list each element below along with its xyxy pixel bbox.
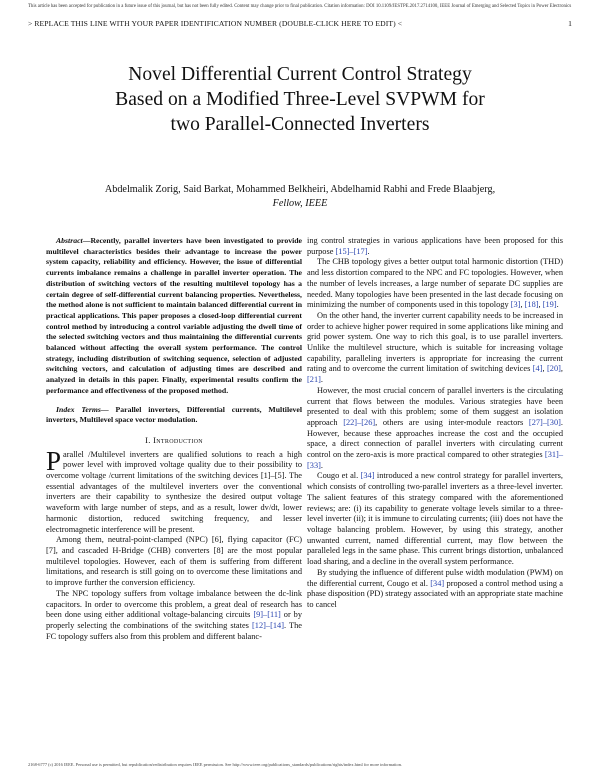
citation-link[interactable]: [19] (542, 300, 557, 310)
citation-link[interactable]: [4] (532, 364, 543, 374)
body-paragraph (307, 236, 563, 257)
abstract (46, 236, 302, 397)
paragraph-text: . The FC topology suffers also from this problem and different balanc- (46, 620, 302, 641)
abstract-text: —Recently, parallel inverters have been investigated to provide multilevel characteristics besides their advantage to increase the power system capacity, reliability and efficiency. However, the issue of differential currents imbalance remains a challenge in parallel inverter operation. The distribution of switching vectors of the resulting multilevel topology has a certain degree of self-differential current balancing properties. Nevertheless, the method alone is not sufficient to maintain balanced differential current in practical applications. This paper proposes a closed-loop differential current control method by introducing a control variable adjusting the dwell time of the selected switching vectors and thus maintaining the differential currents balanced without affecting the overall system performance. The control strategy, including distribution of switching sequence, selection of adjusted switching vectors, and calculation of adjusting times are described and analyzed in details in this paper. Finally, experimental results confirm the performance and effectiveness of the proposed method. (46, 236, 302, 395)
separator: , (538, 300, 543, 310)
title-line: Based on a Modified Three-Level SVPWM for (115, 89, 485, 110)
body-paragraph (307, 257, 563, 311)
separator: , (520, 300, 525, 310)
paragraph-text: , others are using inter-module reactors (375, 417, 529, 427)
title-line: two Parallel-Connected Inverters (170, 114, 430, 135)
paragraph-text: ing control strategies in various applications have been proposed for this purpose (307, 236, 563, 256)
page-number: 1 (568, 19, 572, 28)
index-terms-text: — Parallel inverters, Differential currents, Multilevel inverters, Multilevel space vector modulation. (46, 404, 302, 425)
separator: , (560, 364, 564, 374)
citation-link[interactable]: [21] (307, 375, 321, 385)
paragraph-text: The CHB topology gives a better output total harmonic distortion (THD) and less distortion compared to the NPC and FC topologies. However, when the number of levels increases, a large number of separate DC supplies are needed. Many topologies have been presented in the last decade focusing on minimizing the number of components used in this topology (307, 257, 563, 310)
section-number: I. (145, 434, 151, 445)
copyright-footer: 2168-6777 (c) 2016 IEEE. Personal use is permitted, but republication/redistribution requires IEEE permission. See http://www.ieee.org/publications_standards/publications/rights/index.html for more information. (28, 762, 402, 767)
paragraph-text: arallel /Multilevel inverters are qualified solutions to reach a high power level with improved voltage quality due to their possibility to overcome voltage /current limitations of the switching devices [1]–[5]. The essential advantages of the multilevel inverters over the conventional inverters are their capability to synthesize the desired output voltage waveform with large number of steps, and as a result, lower dv/dt, lower harmonic distortion, reduced switching frequency, and lesser electromagnetic interference will be present. (46, 449, 302, 534)
paragraph-text: By studying the influence of different pulse width modulation (PWM) on the differential current, Cougo et al. (307, 567, 563, 588)
paragraph-text: . (556, 300, 559, 310)
separator: , (542, 364, 548, 374)
paragraph-text: . However, because these approaches increase the cost and the occupied space, a direct connection of parallel inverters with circulating current control on the zero-axis is more practical compared to other strategies (307, 417, 563, 460)
citation-link[interactable]: [34] (430, 578, 445, 588)
paragraph-text: or by properly selecting the combinations of the switching states (46, 610, 303, 630)
intro-paragraph (46, 589, 302, 643)
citation-link[interactable]: [31]–[33] (307, 450, 563, 470)
author-affiliation-grade: Fellow, IEEE (272, 198, 328, 209)
header-text: > REPLACE THIS LINE WITH YOUR PAPER IDENTIFICATION NUMBER (DOUBLE-CLICK HERE TO EDIT) < (28, 19, 403, 28)
section-heading (46, 435, 302, 446)
citation-link[interactable]: [22]–[26] (343, 417, 376, 427)
citation-link[interactable]: [20] (547, 364, 561, 374)
intro-paragraph: Among them, neutral-point-clamped (NPC) [6], flying capacitor (FC) [7], and cascaded H-Bridge (CHB) converters [8] are the most popular multilevel topologies. However, each of them is suffering from different limitations, and research is still going on to overcome these limitations and to improve further the conversion efficiency. (46, 535, 302, 588)
author-names: Abdelmalik Zorig, Said Barkat, Mohammed Belkheiri, Abdelhamid Rabhi and Frede Blaabjerg, (104, 184, 496, 195)
intro-paragraph (46, 445, 302, 536)
citation-link[interactable]: [27]–[30] (528, 417, 561, 427)
body-paragraph (307, 568, 563, 611)
paragraph-text: Cougo et al. (317, 471, 361, 481)
body-paragraph (307, 311, 563, 386)
index-terms (46, 405, 302, 426)
citation-link[interactable]: [9]–[11] (253, 610, 281, 620)
paragraph-text: On the other hand, the inverter current capability needs to be increased in order to achieve higher power required in some applications like mining and grid power system. One way to rich this goal, is to use parallel inverters. Unlike the multilevel structure, which is suitable for increasing voltage capability, paralleling inverters is appropriate for increasing the current rating and to overcome the current limitation of switching devices (307, 310, 563, 374)
paragraph-text: The NPC topology suffers from voltage imbalance between the dc-link capacitors. In order to overcome this problem, a great deal of research has been done using either additional voltage-balancing circuits (46, 588, 302, 620)
left-column (46, 236, 302, 642)
citation-link[interactable]: [12]–[14] (252, 620, 284, 630)
publication-notice: This article has been accepted for publication in a future issue of this journal, but has not been fully edited. Content may change prior to final publication. Citation information: DOI 10.1109/JESTPE.2017.2714100, IEEE Journal of Emerging and Selected Topics in Power Electronics (28, 4, 572, 9)
paragraph-text: . (320, 375, 323, 385)
page-header (28, 19, 572, 28)
title-line: Novel Differential Current Control Strategy (128, 64, 472, 85)
body-paragraph (307, 386, 563, 472)
section-title: Introduction (153, 434, 203, 445)
right-column (307, 236, 563, 611)
paragraph-text: However, the most crucial concern of parallel inverters is the circulating current that flows between the modules. Various strategies have been presented to deal with this problem; some of them suggest an isolation approach (307, 385, 563, 427)
paragraph-text: introduced a new control strategy for parallel inverters, which consists of controlling two-parallel inverters as a three-level inverter. The salient features of this strategy compared with the aforementioned reviews; are: (i) its capability to generate voltage levels similar to a three-level inverter (ii); it is immune to circulating currents; (iii) does not have the voltage balancing problem. However, by using this strategy, another unwanted current, named differential current, may flow between the paralleled legs in the same phase. This current brings distortion, unbalanced load sharing, and a decline in the overall system performance. (307, 471, 564, 567)
paragraph-text: . (367, 246, 370, 256)
index-terms-label: Index Terms (56, 404, 101, 414)
paragraph-text: . (320, 460, 323, 470)
paper-title (40, 62, 560, 137)
abstract-label: Abstract (56, 236, 83, 245)
drop-cap: P (46, 445, 62, 476)
citation-link[interactable]: [18] (524, 300, 539, 310)
author-block (40, 183, 560, 211)
body-paragraph (307, 471, 563, 567)
citation-link[interactable]: [15]–[17] (335, 246, 368, 256)
citation-link[interactable]: [34] (360, 471, 375, 481)
paragraph-text: proposed a control method using a phase disposition (PD) strategy associated with an appropriate state machine to cancel (307, 578, 563, 609)
citation-link[interactable]: [3] (510, 300, 521, 310)
